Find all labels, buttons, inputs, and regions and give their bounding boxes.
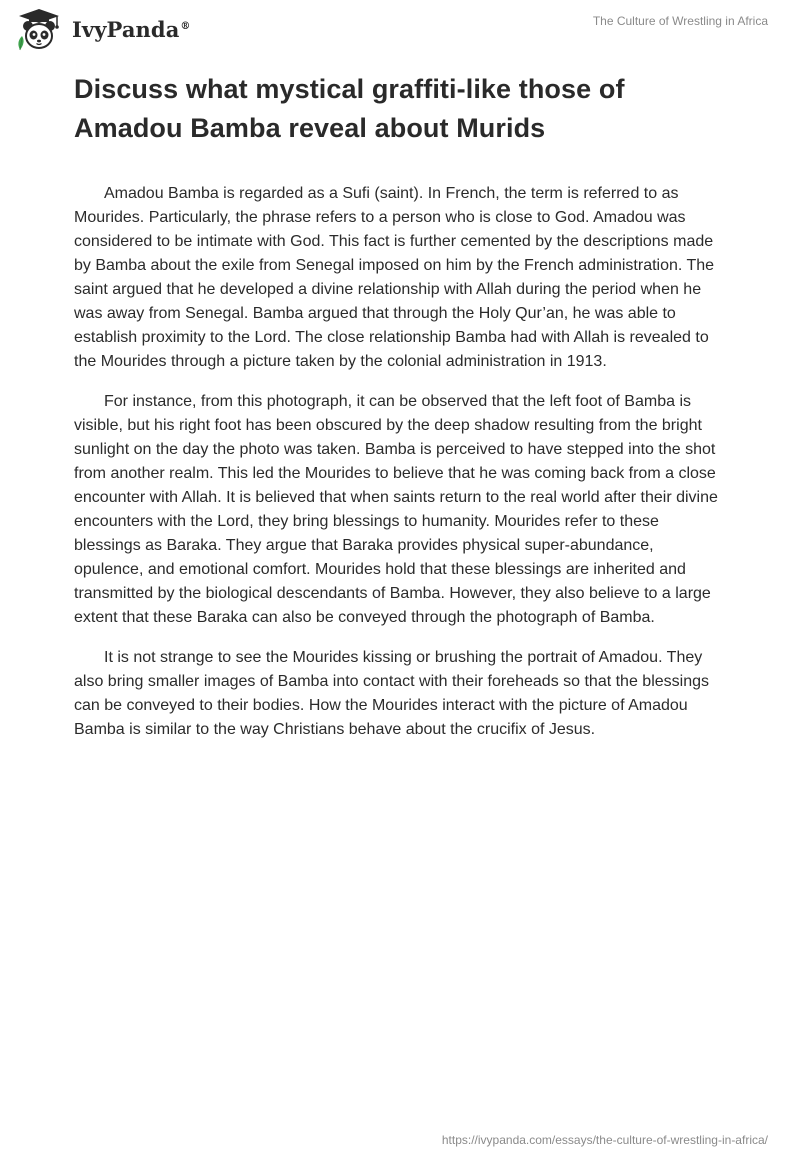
brand-name (72, 17, 191, 42)
source-url[interactable]: https://ivypanda.com/essays/the-culture-of-wrestling-in-africa/ (441, 1133, 768, 1147)
article-body (74, 70, 726, 742)
article-title: Discuss what mystical graffiti-like those of Amadou Bamba reveal about Murids (74, 74, 625, 143)
panda-graduate-logo-icon (14, 8, 70, 52)
running-title: The Culture of Wrestling in Africa (592, 14, 768, 28)
brand-name-text: IvyPanda (72, 16, 180, 42)
paragraph: Amadou Bamba is regarded as a Sufi (saint). In French, the term is referred to as Mourides. Particularly, the phrase refers to a person who is close to God. Amadou was considered to be intimate with God. This fact is further cemented by the descriptions made by Bamba about the exile from Senegal imposed on him by the French administration. The saint argued that he developed a divine relationship with Allah during the period when he was away from Senegal. Bamba argued that through the Holy Qur’an, he was able to establish proximity to the Lord. The close relationship Bamba had with Allah is revealed to the Mourides through a picture taken by the colonial administration in 1913. (74, 185, 715, 370)
page-header (0, 0, 800, 56)
registered-mark: ® (180, 20, 191, 32)
paragraph: It is not strange to see the Mourides kissing or brushing the portrait of Amadou. They also bring smaller images of Bamba into contact with their foreheads so that the blessings can be conveyed to their bodies. How the Mourides interact with the picture of Amadou Bamba is similar to the way Christians behave about the crucifix of Jesus. (74, 649, 709, 738)
paragraph: For instance, from this photograph, it can be observed that the left foot of Bamba is visible, but his right foot has been obscured by the deep shadow resulting from the bright sunlight on the day the photo was taken. Bamba is perceived to have stepped into the shot from another realm. This led the Mourides to believe that he was coming back from a close encounter with Allah. It is believed that when saints return to the real world after their divine encounters with the Lord, they bring blessings to humanity. Mourides refer to these blessings as Baraka. They argue that Baraka provides physical super-abundance, opulence, and emotional comfort. Mourides hold that these blessings are inherited and transmitted by the biological descendants of Bamba. However, they also believe to a large extent that these Baraka can also be conveyed through the photograph of Bamba. (74, 393, 718, 626)
ivypanda-logo[interactable] (14, 8, 191, 52)
